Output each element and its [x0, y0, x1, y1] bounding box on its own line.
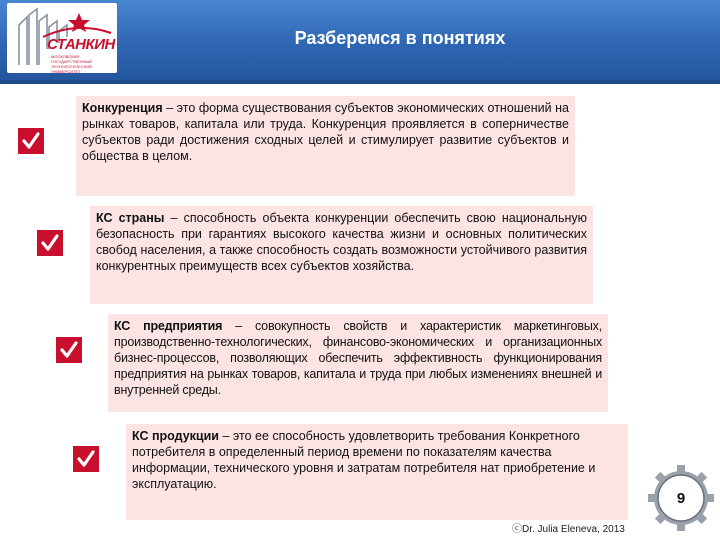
- checkmark-icon: [56, 337, 82, 363]
- slide-title: Разберемся в понятиях: [294, 28, 506, 48]
- checkmark-icon: [18, 128, 44, 154]
- definition-text: – способность объекта конкуренции обеспечить свою национальную безопасность при гарантиях высокого качества жизни и основных политических свобод населения, а также способность создать возможности устойчивого развития конкурентных преимуществ всех субъектов хозяйства.: [96, 211, 587, 273]
- footer-text: Dr. Julia Eleneva, 2013: [522, 524, 625, 535]
- page-number: 9: [676, 490, 686, 507]
- definition-block: [126, 424, 628, 520]
- definition-block: [108, 314, 608, 412]
- definition-text: – это ее способность удовлетворить требования Конкретного потребителя в определенный период времени по показателям качества информации, технического уровня и затратам потребителя нат приобретение и эксплуатацию.: [132, 429, 596, 491]
- footer-credit: [512, 520, 625, 535]
- definition-text: – это форма существования субъектов экономических отношений на рынках товаров, капитала или труда. Конкуренция проявляется в соперничестве субъектов ради достижения сходных целей и стимулирует развитие субъектов и общества в целом.: [82, 101, 569, 163]
- logo-name: СТАНКИН: [47, 36, 115, 53]
- header-stripe: [0, 80, 720, 84]
- logo: [7, 3, 117, 73]
- checkmark-icon: [73, 446, 99, 472]
- definition-term: КС продукции: [132, 429, 219, 443]
- copyright-icon: ⓒ: [512, 524, 522, 535]
- definition-term: КС предприятия: [114, 319, 223, 333]
- definition-text: – совокупность свойств и характеристик маркетинговых, производственно-технологических, финансово-экономических и организационных бизнес-процессов, позволяющих обеспечить эффективность функционирования предприятия на рынках товаров, капитала и труда при любых изменениях внешней и внутренней среды.: [114, 319, 602, 397]
- definition-term: Конкуренция: [82, 101, 163, 115]
- definition-block: [90, 206, 593, 304]
- logo-subtitle: МОСКОВСКИЙ ГОСУДАРСТВЕННЫЙ ТЕХНОЛОГИЧЕСКИЙ УНИВЕРСИТЕТ: [51, 54, 92, 74]
- definition-block: [76, 96, 575, 196]
- definition-term: КС страны: [96, 211, 165, 225]
- checkmark-icon: [37, 230, 63, 256]
